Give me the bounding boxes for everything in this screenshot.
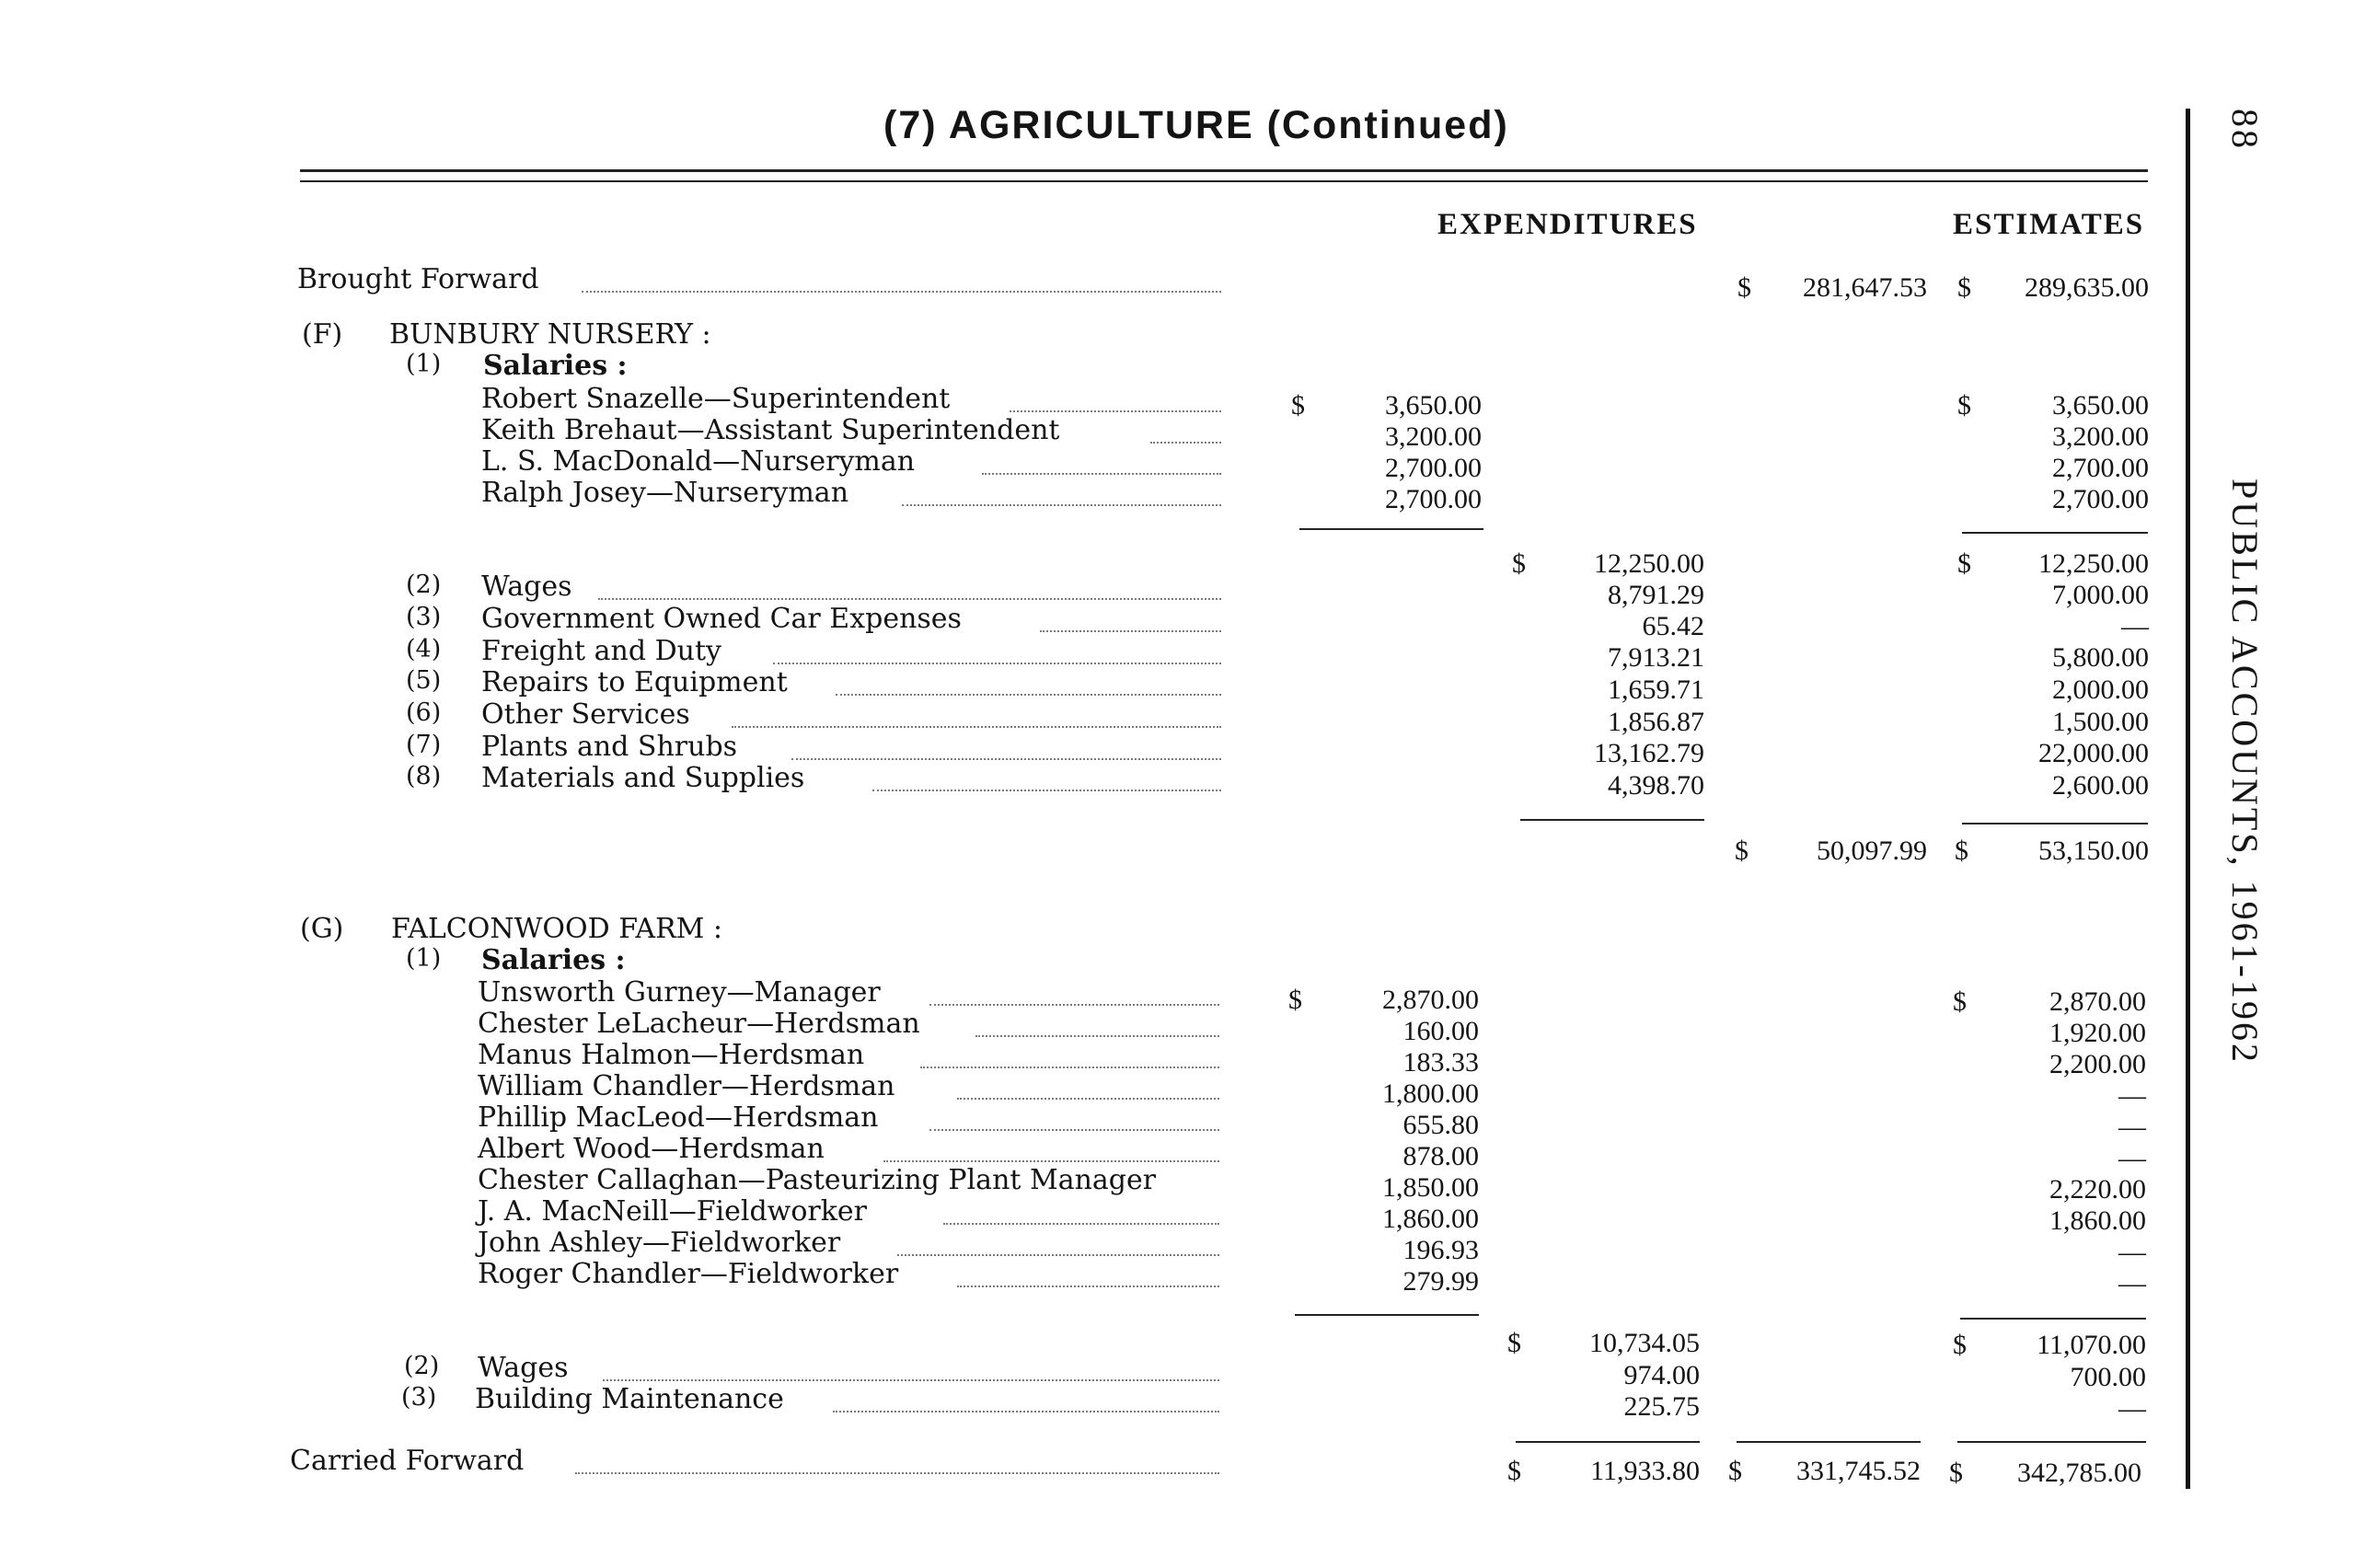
salaries-total-estimate: 12,250.00	[2038, 548, 2149, 579]
dollar-sign: $	[1737, 272, 1751, 303]
leader-dots	[575, 1472, 1219, 1474]
salary-estimate: 3,200.00	[2052, 421, 2149, 452]
salary-estimate: —	[2118, 1080, 2146, 1111]
dollar-sign: $	[1735, 836, 1749, 866]
salary-estimate: 2,870.00	[2049, 986, 2146, 1017]
item-num: (5)	[406, 666, 442, 695]
dollar-sign: $	[1957, 272, 1971, 303]
leader-dots	[975, 1035, 1219, 1037]
item-num: (4)	[406, 635, 442, 663]
dollar-sign: $	[1953, 986, 1967, 1017]
item-label: Wages	[478, 1352, 569, 1384]
brought-forward-label: Brought Forward	[297, 263, 539, 295]
leader-dots	[833, 1411, 1219, 1412]
salary-estimate: 1,920.00	[2049, 1018, 2146, 1048]
item-label: Government Owned Car Expenses	[481, 603, 962, 635]
leader-dots	[929, 1129, 1219, 1131]
leader-dots	[732, 726, 1221, 728]
leader-dots	[773, 663, 1221, 664]
salary-name: L. S. MacDonald—Nurseryman	[481, 445, 916, 478]
leader-dots	[791, 758, 1221, 760]
item-amount: 1,856.87	[1608, 707, 1704, 737]
salary-amount: 3,200.00	[1385, 421, 1482, 452]
salary-name: Unsworth Gurney—Manager	[478, 976, 881, 1009]
dollar-sign: $	[1507, 1456, 1521, 1486]
subtotal-rule	[1962, 532, 2148, 534]
item-estimate: 22,000.00	[2038, 738, 2149, 768]
item-label: Repairs to Equipment	[481, 666, 788, 698]
dollar-sign: $	[1288, 985, 1302, 1015]
item-estimate: 700.00	[2070, 1362, 2146, 1392]
salary-name: Ralph Josey—Nurseryman	[481, 477, 849, 509]
item-amount: 1,659.71	[1608, 674, 1704, 705]
item-label: Materials and Supplies	[481, 762, 805, 794]
item-estimate: 5,800.00	[2052, 642, 2149, 673]
salary-name: Albert Wood—Herdsman	[478, 1133, 825, 1165]
leader-dots	[943, 1223, 1219, 1225]
salary-estimate: —	[2118, 1112, 2146, 1142]
salary-name: Phillip MacLeod—Herdsman	[478, 1101, 879, 1134]
leader-dots	[603, 1379, 1219, 1381]
salary-estimate: —	[2118, 1237, 2146, 1267]
item-estimate: 1,500.00	[2052, 707, 2149, 737]
salaries-total: 12,250.00	[1594, 548, 1704, 579]
section-f-salaries-label: Salaries :	[483, 350, 628, 382]
leader-dots	[1010, 410, 1221, 412]
section-g-salaries-num: (1)	[406, 944, 442, 973]
estimates-header: ESTIMATES	[1953, 208, 2145, 241]
salary-estimate: 2,700.00	[2052, 453, 2149, 483]
carried-forward-subtotal: 11,933.80	[1590, 1456, 1700, 1486]
brought-forward-estimate: 289,635.00	[2025, 272, 2149, 303]
brought-forward-expenditure: 281,647.53	[1803, 272, 1927, 303]
dollar-sign: $	[1728, 1456, 1742, 1486]
carried-forward-estimate: 342,785.00	[2017, 1458, 2141, 1488]
salary-name: Chester Callaghan—Pasteurizing Plant Manager	[478, 1164, 1157, 1196]
dollar-sign: $	[1957, 548, 1971, 579]
item-num: (6)	[406, 698, 442, 727]
dollar-sign: $	[1507, 1328, 1521, 1358]
item-num: (2)	[404, 1352, 440, 1380]
leader-dots	[957, 1098, 1219, 1100]
section-f-salaries-num: (1)	[406, 350, 442, 378]
side-title: PUBLIC ACCOUNTS, 1961-1962	[2224, 478, 2266, 1065]
dollar-sign: $	[1957, 390, 1971, 421]
item-num: (3)	[401, 1383, 437, 1412]
carried-forward-label: Carried Forward	[290, 1445, 525, 1477]
leader-dots	[902, 504, 1221, 506]
dollar-sign: $	[1955, 836, 1968, 866]
salary-estimate: 3,650.00	[2052, 390, 2149, 421]
salary-amount: 2,700.00	[1385, 484, 1482, 514]
item-estimate: 2,600.00	[2052, 770, 2149, 801]
leader-dots	[598, 598, 1221, 600]
item-num: (8)	[406, 762, 442, 790]
item-amount: 7,913.21	[1608, 642, 1704, 673]
salary-amount: 196.93	[1402, 1235, 1479, 1265]
salary-amount: 1,850.00	[1382, 1172, 1479, 1203]
section-f-code: (F)	[302, 318, 343, 351]
dollar-sign: $	[1512, 548, 1526, 579]
leader-dots	[957, 1286, 1219, 1287]
salary-name: John Ashley—Fieldworker	[478, 1227, 841, 1259]
subtotal-rule	[1960, 1318, 2146, 1320]
total-rule	[1957, 1441, 2146, 1443]
salary-amount: 1,800.00	[1382, 1078, 1479, 1109]
salary-estimate: 2,700.00	[2052, 484, 2149, 514]
salary-estimate: 1,860.00	[2049, 1205, 2146, 1236]
section-g-salaries-label: Salaries :	[481, 944, 626, 976]
leader-dots	[582, 291, 1221, 293]
section-f-title: BUNBURY NURSERY :	[389, 318, 711, 351]
subtotal-rule	[1299, 528, 1483, 530]
section-g-code: (G)	[300, 913, 344, 945]
item-estimate: —	[2118, 1393, 2146, 1424]
salary-name: Chester LeLacheur—Herdsman	[478, 1008, 920, 1040]
item-label: Wages	[481, 571, 572, 603]
item-estimate: 2,000.00	[2052, 674, 2149, 705]
section-f-total-estimate: 53,150.00	[2038, 836, 2149, 866]
salary-name: Manus Halmon—Herdsman	[478, 1039, 865, 1071]
item-amount: 225.75	[1623, 1391, 1700, 1422]
total-rule	[1516, 1441, 1700, 1443]
item-amount: 65.42	[1642, 611, 1704, 641]
page-title: (7) AGRICULTURE (Continued)	[883, 103, 1509, 147]
salary-amount: 3,650.00	[1385, 390, 1482, 421]
item-amount: 13,162.79	[1594, 738, 1704, 768]
leader-dots	[897, 1254, 1219, 1256]
subtotal-rule	[1520, 819, 1704, 821]
leader-dots	[929, 1004, 1219, 1006]
dollar-sign: $	[1291, 390, 1305, 421]
salary-amount: 160.00	[1402, 1016, 1479, 1046]
page-number: 88	[2224, 109, 2266, 151]
item-estimate: —	[2121, 611, 2149, 641]
leader-dots	[982, 473, 1221, 475]
salary-estimate: —	[2118, 1143, 2146, 1173]
header-rule-top	[300, 169, 2148, 172]
carried-forward-expenditure: 331,745.52	[1796, 1456, 1921, 1486]
subtotal-rule	[1295, 1314, 1479, 1316]
item-label: Freight and Duty	[481, 635, 721, 667]
leader-dots	[836, 694, 1221, 696]
leader-dots	[883, 1160, 1219, 1162]
item-num: (3)	[406, 603, 442, 631]
salary-amount: 279.99	[1402, 1266, 1479, 1297]
leader-dots	[1150, 442, 1221, 444]
dollar-sign: $	[1953, 1330, 1967, 1360]
salary-amount: 2,870.00	[1382, 985, 1479, 1015]
item-label: Building Maintenance	[475, 1383, 784, 1415]
salary-amount: 183.33	[1402, 1047, 1479, 1078]
item-num: (7)	[406, 731, 442, 759]
item-estimate: 7,000.00	[2052, 580, 2149, 610]
salary-amount: 655.80	[1402, 1110, 1479, 1140]
salary-name: Keith Brehaut—Assistant Superintendent	[481, 414, 1060, 446]
item-label: Other Services	[481, 698, 690, 731]
item-label: Plants and Shrubs	[481, 731, 738, 763]
expenditures-header: EXPENDITURES	[1437, 208, 1698, 241]
item-amount: 4,398.70	[1608, 770, 1704, 801]
salary-name: William Chandler—Herdsman	[478, 1070, 895, 1102]
salary-estimate: 2,220.00	[2049, 1174, 2146, 1205]
salaries-total-estimate: 11,070.00	[2037, 1330, 2146, 1360]
margin-rule	[2186, 109, 2190, 1489]
salary-amount: 2,700.00	[1385, 453, 1482, 483]
item-num: (2)	[406, 571, 442, 599]
leader-dots	[1040, 630, 1221, 632]
salary-estimate: 2,200.00	[2049, 1049, 2146, 1079]
total-rule	[1737, 1441, 1921, 1443]
dollar-sign: $	[1949, 1458, 1963, 1488]
header-rule-bottom	[300, 180, 2148, 182]
section-g-title: FALCONWOOD FARM :	[391, 913, 723, 945]
salary-name: Robert Snazelle—Superintendent	[481, 383, 951, 415]
section-f-total: 50,097.99	[1817, 836, 1927, 866]
salary-amount: 878.00	[1402, 1141, 1479, 1171]
salary-name: J. A. MacNeill—Fieldworker	[478, 1195, 868, 1228]
subtotal-rule	[1962, 823, 2148, 824]
salaries-total: 10,734.05	[1589, 1328, 1700, 1358]
salary-estimate: —	[2118, 1268, 2146, 1298]
leader-dots	[872, 790, 1221, 791]
salary-amount: 1,860.00	[1382, 1204, 1479, 1234]
salary-name: Roger Chandler—Fieldworker	[478, 1258, 899, 1290]
item-amount: 8,791.29	[1608, 580, 1704, 610]
item-amount: 974.00	[1623, 1360, 1700, 1390]
leader-dots	[920, 1066, 1219, 1068]
